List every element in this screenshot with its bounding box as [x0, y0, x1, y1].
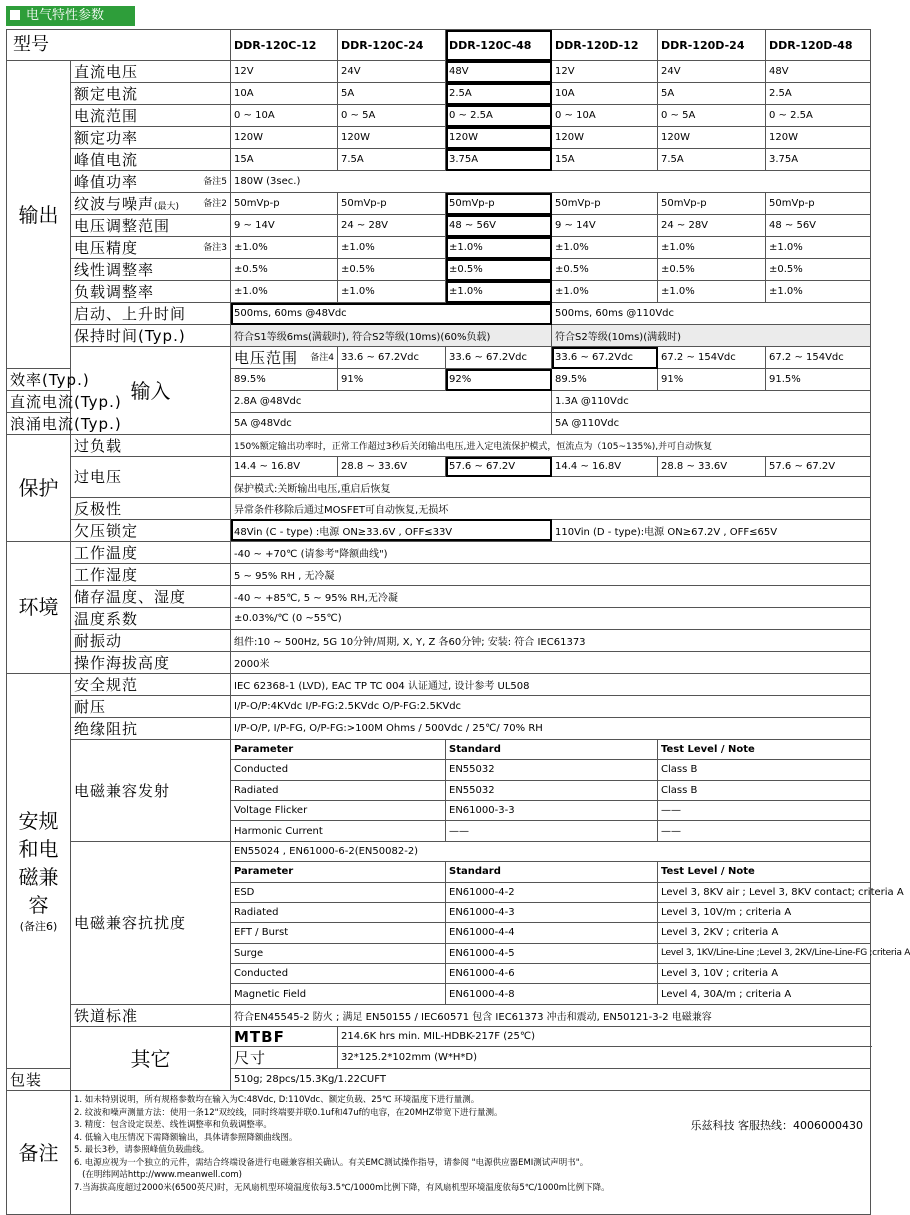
row-note-ref: 备注5: [203, 177, 227, 187]
section-label-line: 容: [28, 893, 49, 918]
row-label-text: 电压精度: [74, 239, 139, 257]
row-label: [71, 673, 231, 695]
table-cell: 33.6 ~ 67.2Vdc: [446, 347, 552, 369]
row-note-ref: 备注2: [203, 199, 227, 209]
row-label: [71, 651, 231, 673]
table-cell: 150%额定输出功率时，正常工作超过3秒后关闭输出电压,进入定电流保护模式，恒流点为（105~135%),并可自动恢复: [231, 435, 871, 457]
row-label: [71, 61, 231, 83]
table-cell: 24V: [658, 61, 766, 83]
table-cell: 50mVp-p: [231, 193, 338, 215]
row-label: [71, 83, 231, 105]
table-cell: 2.5A: [446, 83, 552, 105]
table-cell: 10A: [231, 83, 338, 105]
row-label: [71, 695, 231, 717]
table-cell: 180W (3sec.): [231, 171, 871, 193]
section-label: 输入: [71, 347, 231, 435]
table-cell: 0 ~ 2.5A: [446, 105, 552, 127]
table-cell: 33.6 ~ 67.2Vdc: [338, 347, 446, 369]
table-cell: Standard: [446, 862, 658, 882]
row-label-text: 电压范围: [234, 349, 299, 367]
table-cell: 48V: [446, 61, 552, 83]
table-cell: 50mVp-p: [552, 193, 658, 215]
table-row: [7, 83, 871, 105]
row-label-text: 反极性: [74, 499, 123, 518]
table-row: [7, 497, 871, 519]
row-label-text: 绝缘阻抗: [74, 719, 139, 738]
table-cell: ——: [658, 821, 871, 841]
table-cell: -40 ~ +70℃ (请参考"降额曲线"): [231, 541, 871, 563]
table-cell: EN55032: [446, 760, 658, 780]
table-cell: 67.2 ~ 154Vdc: [658, 347, 766, 369]
table-cell: 50mVp-p: [766, 193, 871, 215]
row-label: [71, 193, 231, 215]
section-label-line: 磁兼: [18, 865, 59, 890]
row-label: [71, 215, 231, 237]
row-label-text: 电磁兼容发射: [74, 781, 171, 800]
table-cell: EN55024 , EN61000-6-2(EN50082-2): [231, 841, 871, 861]
row-label-text: 工作湿度: [74, 565, 139, 584]
table-cell: Conducted: [231, 964, 446, 984]
table-row: [7, 61, 871, 83]
table-row: [7, 629, 871, 651]
table-cell: 2000米: [231, 651, 871, 673]
table-cell: 214.6K hrs min. MIL-HDBK-217F (25℃): [338, 1026, 871, 1046]
table-row: [7, 673, 871, 695]
table-cell: 0 ~ 10A: [231, 105, 338, 127]
table-row: [7, 457, 871, 477]
table-cell: Conducted: [231, 760, 446, 780]
table-cell: 67.2 ~ 154Vdc: [766, 347, 871, 369]
table-row: [7, 193, 871, 215]
table-cell: 50mVp-p: [338, 193, 446, 215]
table-row: [7, 1091, 871, 1215]
table-cell: Standard: [446, 739, 658, 759]
row-label-text: 包装: [10, 1071, 43, 1090]
table-cell: 10A: [552, 83, 658, 105]
table-cell: 24V: [338, 61, 446, 83]
table-cell: 12V: [552, 61, 658, 83]
table-cell: 91%: [338, 369, 446, 391]
table-cell: 120W: [338, 127, 446, 149]
table-cell: Radiated: [231, 780, 446, 800]
table-cell: 5A @48Vdc: [231, 413, 552, 435]
table-cell: Level 3, 1KV/Line-Line ;Level 3, 2KV/Line-Line-FG ;criteria A: [658, 943, 871, 963]
table-cell: Test Level / Note: [658, 862, 871, 882]
section-label: [7, 673, 71, 1068]
row-label: [71, 171, 231, 193]
row-label-text: 峰值功率: [74, 173, 139, 191]
row-label: [71, 457, 231, 498]
note-line: 4. 低输入电压情况下需降额输出，具体请参照降额曲线图。: [74, 1132, 298, 1143]
model-label: 型号: [7, 30, 231, 61]
table-cell: 48V: [766, 61, 871, 83]
table-cell: 50mVp-p: [446, 193, 552, 215]
row-label: [7, 413, 122, 435]
row-label-text: 过负载: [74, 437, 123, 455]
row-label: [71, 629, 231, 651]
table-cell: 24 ~ 28V: [338, 215, 446, 237]
table-cell: EN55032: [446, 780, 658, 800]
table-cell: 0 ~ 2.5A: [766, 105, 871, 127]
row-label: [71, 237, 231, 259]
row-label-text: 欠压锁定: [74, 521, 139, 540]
model-name: DDR-120D-24: [658, 30, 766, 61]
row-label-text: 电磁兼容抗扰度: [74, 914, 187, 933]
table-cell: 5A @110Vdc: [552, 413, 871, 435]
table-cell: ±1.0%: [338, 281, 446, 303]
table-cell: EN61000-4-8: [446, 984, 658, 1004]
table-cell: 14.4 ~ 16.8V: [552, 457, 658, 477]
hotline-text: 乐兹科技 客服热线：4006000430: [690, 1119, 863, 1133]
model-name: DDR-120C-24: [338, 30, 446, 61]
row-label-text: 电流范围: [74, 107, 139, 125]
table-cell: 28.8 ~ 33.6V: [658, 457, 766, 477]
table-cell: EN61000-4-5: [446, 943, 658, 963]
row-label: [231, 1047, 338, 1069]
table-cell: 组件:10 ~ 500Hz, 5G 10分钟/周期, X, Y, Z 各60分钟; 安装: 符合 IEC61373: [231, 629, 871, 651]
table-cell: 510g; 28pcs/15.3Kg/1.22CUFT: [231, 1069, 871, 1091]
row-label: [71, 585, 231, 607]
row-label: [231, 347, 338, 369]
note-line: 2. 纹波和噪声测量方法：使用一条12"双绞线，同时终端要并联0.1uf和47uf的电容，在20MHZ带宽下进行量测。: [74, 1107, 503, 1118]
table-cell: Harmonic Current: [231, 821, 446, 841]
table-cell: EN61000-4-6: [446, 964, 658, 984]
row-label: [71, 1004, 231, 1026]
table-cell: ±1.0%: [231, 237, 338, 259]
table-cell: 92%: [446, 369, 552, 391]
section-label: 环境: [7, 541, 71, 673]
section-header: 电气特性参数: [6, 6, 135, 26]
table-cell: ±1.0%: [338, 237, 446, 259]
row-label-text: 耐振动: [74, 631, 123, 650]
table-cell: 120W: [552, 127, 658, 149]
table-cell: 57.6 ~ 67.2V: [446, 457, 552, 477]
table-cell: Level 3, 10V ; criteria A: [658, 964, 871, 984]
table-cell: ——: [446, 821, 658, 841]
table-cell: EFT / Burst: [231, 923, 446, 943]
row-label: [71, 563, 231, 585]
table-cell: 符合S2等级(10ms)(满载时): [552, 325, 871, 347]
row-label: [7, 1069, 71, 1091]
table-row: [7, 127, 871, 149]
row-label-qualifier: (最大): [154, 202, 180, 212]
table-cell: 0 ~ 5A: [338, 105, 446, 127]
table-cell: 7.5A: [658, 149, 766, 171]
table-cell: Radiated: [231, 902, 446, 922]
table-cell: 3.75A: [446, 149, 552, 171]
table-cell: 89.5%: [231, 369, 338, 391]
table-cell: Class B: [658, 780, 871, 800]
model-name: DDR-120C-48: [446, 30, 552, 61]
table-cell: 5A: [338, 83, 446, 105]
table-cell: 500ms, 60ms @110Vdc: [552, 303, 871, 325]
table-cell: 符合S1等级6ms(满载时), 符合S2等级(10ms)(60%负载): [231, 325, 552, 347]
table-cell: ±1.0%: [552, 281, 658, 303]
table-row: [7, 237, 871, 259]
row-label-text: 储存温度、湿度: [74, 587, 187, 606]
row-label-text: 电压调整范围: [74, 217, 171, 235]
row-label: [71, 841, 231, 1004]
row-label-text: 效率(Typ.): [10, 371, 90, 389]
row-label-text: 安全规范: [74, 675, 139, 694]
row-label: [71, 519, 231, 541]
row-label: [71, 607, 231, 629]
table-cell: 91.5%: [766, 369, 871, 391]
table-cell: EN61000-3-3: [446, 800, 658, 820]
table-cell: 110Vin (D - type):电源 ON≥67.2V , OFF≤65V: [552, 519, 871, 541]
table-cell: 1.3A @110Vdc: [552, 391, 871, 413]
table-cell: 0 ~ 5A: [658, 105, 766, 127]
table-cell: 48Vin (C - type) :电源 ON≥33.6V , OFF≤33V: [231, 519, 552, 541]
table-row: [7, 30, 871, 61]
table-cell: ±0.5%: [231, 259, 338, 281]
table-cell: 120W: [231, 127, 338, 149]
table-cell: Surge: [231, 943, 446, 963]
table-cell: 15A: [231, 149, 338, 171]
row-label-text: 额定电流: [74, 85, 139, 103]
row-label: [71, 105, 231, 127]
section-label: 其它: [71, 1026, 231, 1090]
table-cell: 24 ~ 28V: [658, 215, 766, 237]
table-row: [7, 325, 871, 347]
table-row: [7, 347, 871, 369]
table-row: [7, 435, 871, 457]
row-note-ref: 备注4: [310, 353, 334, 363]
row-label: [71, 149, 231, 171]
section-label: 输出: [7, 61, 71, 369]
table-row: [7, 717, 871, 739]
table-cell: Class B: [658, 760, 871, 780]
row-label: [7, 391, 122, 413]
table-cell: Level 4, 30A/m ; criteria A: [658, 984, 871, 1004]
model-name: DDR-120D-48: [766, 30, 871, 61]
note-line: 3. 精度：包含设定误差、线性调整率和负载调整率。: [74, 1120, 272, 1131]
row-note-ref: 备注3: [203, 243, 227, 253]
table-cell: 5A: [658, 83, 766, 105]
notes-block: [71, 1091, 871, 1215]
table-cell: Voltage Flicker: [231, 800, 446, 820]
row-label-text: 温度系数: [74, 609, 139, 628]
section-label-line: 和电: [18, 837, 59, 862]
table-row: [7, 841, 871, 861]
table-row: [7, 303, 871, 325]
table-row: [7, 585, 871, 607]
note-line: 1. 如未特别说明，所有规格参数均在输入为C:48Vdc, D:110Vdc、额定负载、25℃ 环境温度下进行量测。: [74, 1095, 480, 1106]
table-row: [7, 281, 871, 303]
table-cell: 保护模式:关断输出电压,重启后恢复: [231, 477, 871, 497]
table-cell: IEC 62368-1 (LVD), EAC TP TC 004 认证通过, 设计参考 UL508: [231, 673, 871, 695]
table-cell: 14.4 ~ 16.8V: [231, 457, 338, 477]
table-cell: 500ms, 60ms @48Vdc: [231, 303, 552, 325]
row-label-text: 线性调整率: [74, 261, 155, 279]
table-cell: 33.6 ~ 67.2Vdc: [552, 347, 658, 369]
row-label: [231, 1026, 338, 1046]
table-cell: 2.8A @48Vdc: [231, 391, 552, 413]
table-row: [7, 215, 871, 237]
table-cell: 7.5A: [338, 149, 446, 171]
row-label-text: 铁道标准: [74, 1006, 139, 1025]
table-cell: Parameter: [231, 862, 446, 882]
table-cell: 48 ~ 56V: [446, 215, 552, 237]
section-label: 保护: [7, 435, 71, 542]
row-label-text: 工作温度: [74, 543, 139, 562]
table-row: [7, 519, 871, 541]
table-cell: Parameter: [231, 739, 446, 759]
table-cell: Level 3, 8KV air ; Level 3, 8KV contact; criteria A: [658, 882, 871, 902]
row-label: [71, 541, 231, 563]
table-cell: 异常条件移除后通过MOSFET可自动恢复,无损坏: [231, 497, 871, 519]
table-cell: ±1.0%: [766, 281, 871, 303]
spec-table: [6, 29, 910, 1215]
table-row: [7, 563, 871, 585]
table-cell: ±1.0%: [446, 281, 552, 303]
table-row: [7, 695, 871, 717]
section-label-line: 安规: [18, 809, 59, 834]
table-cell: 5 ~ 95% RH , 无冷凝: [231, 563, 871, 585]
row-label: [71, 127, 231, 149]
row-label-text: 额定功率: [74, 129, 139, 147]
table-row: [7, 541, 871, 563]
table-cell: I/P-O/P:4KVdc I/P-FG:2.5KVdc O/P-FG:2.5KVdc: [231, 695, 871, 717]
table-cell: ±0.5%: [766, 259, 871, 281]
table-cell: EN61000-4-4: [446, 923, 658, 943]
row-label-text: 峰值电流: [74, 151, 139, 169]
table-cell: ±1.0%: [446, 237, 552, 259]
table-cell: 120W: [446, 127, 552, 149]
table-cell: 符合EN45545-2 防火 ; 满足 EN50155 / IEC60571 包含 IEC61373 冲击和震动, EN50121-3-2 电磁兼容: [231, 1004, 871, 1026]
row-label: [71, 303, 231, 325]
row-label-text: 耐压: [74, 697, 107, 716]
note-line: 7.当海拔高度超过2000米(6500英尺)时，无风扇机型环境温度依每3.5℃/1000m比例下降，有风扇机型环境温度依每5℃/1000m比例下降。: [74, 1182, 610, 1193]
table-cell: 50mVp-p: [658, 193, 766, 215]
table-cell: 120W: [766, 127, 871, 149]
row-label: [71, 497, 231, 519]
table-cell: EN61000-4-3: [446, 902, 658, 922]
section-label: 备注: [7, 1091, 71, 1215]
row-label-text: MTBF: [234, 1027, 285, 1046]
note-line: 5. 最长3秒，请参照峰值负载曲线。: [74, 1145, 210, 1156]
table-cell: 48 ~ 56V: [766, 215, 871, 237]
row-label-text: 负载调整率: [74, 283, 155, 301]
table-cell: ±1.0%: [658, 237, 766, 259]
table-row: [7, 607, 871, 629]
row-label-text: 尺寸: [234, 1049, 267, 1068]
table-cell: Level 3, 10V/m ; criteria A: [658, 902, 871, 922]
table-cell: ±1.0%: [552, 237, 658, 259]
row-label: [7, 369, 90, 391]
table-cell: 120W: [658, 127, 766, 149]
table-row: [7, 739, 871, 759]
row-label-text: 启动、上升时间: [74, 305, 187, 323]
table-cell: 2.5A: [766, 83, 871, 105]
section-note-ref: (备注6): [19, 920, 58, 934]
table-cell: ±0.5%: [446, 259, 552, 281]
table-cell: ±0.03%/℃ (0 ~55℃): [231, 607, 871, 629]
table-cell: 57.6 ~ 67.2V: [766, 457, 871, 477]
table-cell: 32*125.2*102mm (W*H*D): [338, 1047, 871, 1069]
table-cell: ±1.0%: [231, 281, 338, 303]
table-cell: Test Level / Note: [658, 739, 871, 759]
table-cell: ±0.5%: [552, 259, 658, 281]
note-line: 6. 电源应视为一个独立的元件，需结合终端设备进行电磁兼容相关确认。有关EMC测试操作指导，请参阅 "电源供应器EMI测试声明书"。: [74, 1157, 589, 1168]
row-label-text: 过电压: [74, 468, 123, 487]
square-icon: [10, 10, 20, 20]
row-label-text: 浪涌电流(Typ.): [10, 415, 122, 433]
row-label-text: 直流电流(Typ.): [10, 393, 122, 411]
table-cell: 3.75A: [766, 149, 871, 171]
table-row: [7, 1026, 871, 1046]
row-label-text: 纹波与噪声: [74, 195, 155, 213]
table-cell: ±1.0%: [766, 237, 871, 259]
model-name: DDR-120D-12: [552, 30, 658, 61]
table-cell: 15A: [552, 149, 658, 171]
row-label: [71, 717, 231, 739]
table-cell: 0 ~ 10A: [552, 105, 658, 127]
table-cell: 28.8 ~ 33.6V: [338, 457, 446, 477]
table-cell: ESD: [231, 882, 446, 902]
table-cell: EN61000-4-2: [446, 882, 658, 902]
table-cell: 9 ~ 14V: [231, 215, 338, 237]
row-label-text: 直流电压: [74, 63, 139, 81]
table-row: [7, 1004, 871, 1026]
row-label-text: 操作海拔高度: [74, 653, 171, 672]
table-cell: 91%: [658, 369, 766, 391]
row-label: [71, 739, 231, 841]
note-line: (在明纬网站http://www.meanwell.com): [74, 1170, 242, 1181]
table-cell: ±1.0%: [658, 281, 766, 303]
table-cell: 12V: [231, 61, 338, 83]
row-label: [71, 259, 231, 281]
row-label: [71, 435, 231, 457]
table-cell: 89.5%: [552, 369, 658, 391]
model-name: DDR-120C-12: [231, 30, 338, 61]
table-cell: ±0.5%: [658, 259, 766, 281]
table-row: [7, 149, 871, 171]
table-row: [7, 105, 871, 127]
table-cell: I/P-O/P, I/P-FG, O/P-FG:>100M Ohms / 500Vdc / 25℃/ 70% RH: [231, 717, 871, 739]
row-label: [71, 281, 231, 303]
table-cell: ——: [658, 800, 871, 820]
table-cell: Level 3, 2KV ; criteria A: [658, 923, 871, 943]
table-cell: -40 ~ +85℃, 5 ~ 95% RH,无冷凝: [231, 585, 871, 607]
row-label: [71, 325, 231, 347]
table-row: [7, 651, 871, 673]
table-row: [7, 259, 871, 281]
table-cell: ±0.5%: [338, 259, 446, 281]
table-cell: Magnetic Field: [231, 984, 446, 1004]
table-row: [7, 171, 871, 193]
table-cell: 9 ~ 14V: [552, 215, 658, 237]
row-label-text: 保持时间(Typ.): [74, 327, 186, 345]
